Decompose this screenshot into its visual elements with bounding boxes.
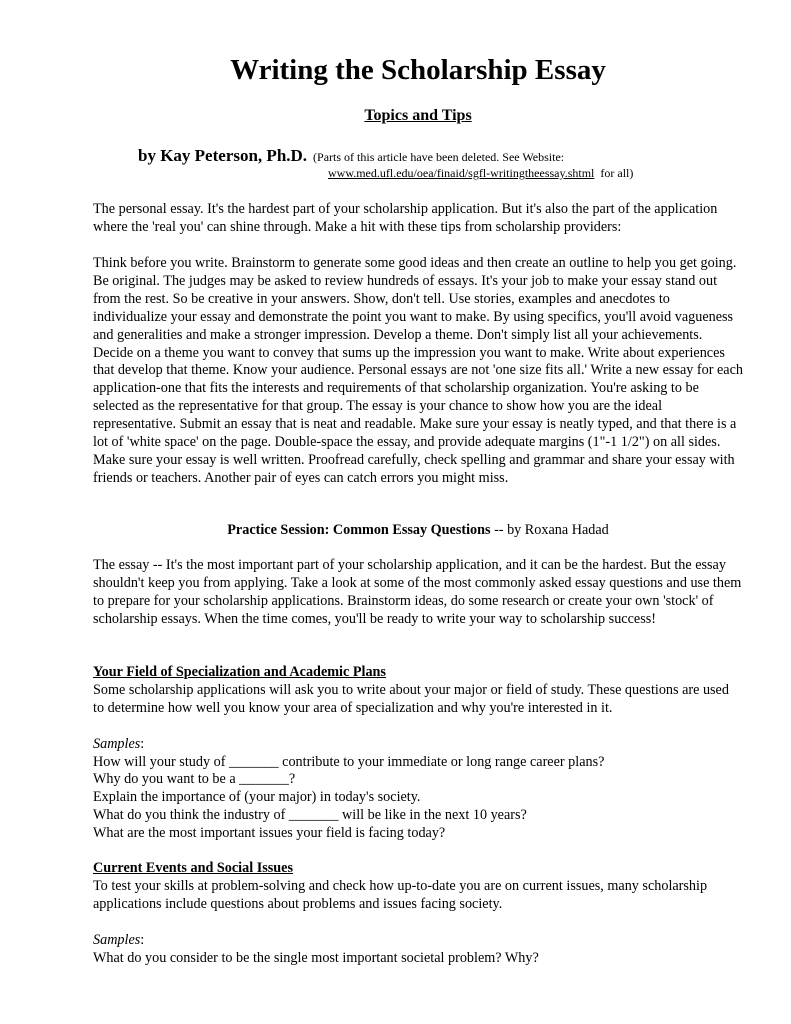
sample-question: What do you think the industry of _______ will be like in the next 10 years? bbox=[93, 807, 527, 824]
section-body: To test your skills at problem-solving and check how up-to-date you are on current issues, many scholarship applications include questions about problems and issues facing society. bbox=[93, 877, 708, 912]
byline-note: (Parts of this article have been deleted. See Website: bbox=[313, 150, 565, 164]
website-link[interactable]: www.med.ufl.edu/oea/finaid/sgfl-writingtheessay.shtml bbox=[328, 166, 595, 180]
sample-question: Explain the importance of (your major) in today's society. bbox=[93, 789, 421, 806]
website-line bbox=[328, 164, 633, 182]
section-field-of-specialization: Your Field of Specialization and Academic Plans Some scholarship applications will ask you to write about your major or field of study. These questions are used to determine how well you know your area of specialization and why you're interested in it. Samples: How will your study of _______ contribute to your immediate or long range career plans? Why do you want to be a _______? Explain the importance of (your major) in today's society. What do you think the industry of _______ will be like in the next 10 years? What are the most important issues your field is facing today? bbox=[93, 664, 743, 843]
samples-label: Samples bbox=[93, 931, 141, 948]
sample-question: Why do you want to be a _______? bbox=[93, 771, 296, 788]
practice-heading-title: Practice Session: Common Essay Questions bbox=[227, 522, 491, 538]
sample-question: How will your study of _______ contribute to your immediate or long range career plans? bbox=[93, 753, 605, 770]
sample-question: What do you consider to be the single most important societal problem? Why? bbox=[93, 949, 539, 966]
sample-question: What are the most important issues your field is facing today? bbox=[93, 825, 446, 842]
practice-intro-paragraph: The essay -- It's the most important part of your scholarship application, and it can be the hardest. But the essay shouldn't keep you from applying. Take a look at some of the most commonly asked essay questions and use them to prepare for your scholarship applications. Brainstorm ideas, do some research or create your own 'stock' of scholarship essays. When the time comes, you'll be ready to write your way to scholarship success! bbox=[93, 557, 742, 627]
section-heading: Your Field of Specialization and Academic Plans bbox=[93, 664, 386, 680]
practice-heading-author: -- by Roxana Hadad bbox=[490, 522, 609, 538]
samples-label: Samples bbox=[93, 735, 141, 752]
section-heading: Current Events and Social Issues bbox=[93, 860, 293, 876]
section-body: Some scholarship applications will ask you to write about your major or field of study. These questions are used to determine how well you know your area of specialization and why you're interested in it. bbox=[93, 681, 729, 716]
page-subtitle: Topics and Tips bbox=[364, 107, 472, 124]
intro-paragraph: The personal essay. It's the hardest part of your scholarship application. But it's also the part of the application where the 'real you' can shine through. Make a hit with these tips from scholarship providers: bbox=[93, 201, 718, 235]
section-current-events: Current Events and Social Issues To test your skills at problem-solving and check how up-to-date you are on current issues, many scholarship applications include questions about problems and issues facing society. Samples: What do you consider to be the single most important societal problem? Why? bbox=[93, 860, 743, 967]
page-title: Writing the Scholarship Essay bbox=[230, 54, 606, 86]
author-name: by Kay Peterson, Ph.D. bbox=[138, 146, 308, 165]
tips-paragraph: Think before you write. Brainstorm to generate some good ideas and then create an outline to help you get going. Be original. The judges may be asked to review hundreds of essays. It's your job to make your essay stand out from the rest. So be creative in your answers. Show, don't tell. Use stories, examples and anecdotes to individualize your essay and demonstrate the point you want to make. By using specifics, you'll avoid vagueness and generalities and make a stronger impression. Develop a theme. Don't simply list all your achievements. Decide on a theme you want to convey that sums up the impression you want to make. Write about experiences that develop that theme. Know your audience. Personal essays are not 'one size fits all.' Write a new essay for each application-one that fits the interests and requirements of that scholarship organization. You're asking to be selected as the representative for that group. The essay is your chance to show how you are the ideal representative. Submit an essay that is neat and readable. Make sure your essay is neatly typed, and that there is a lot of 'white space' on the page. Double-space the essay, and provide adequate margins (1"-1 1/2") on all sides. Make sure your essay is well written. Proofread carefully, check spelling and grammar and share your essay with friends or teachers. Another pair of eyes can catch errors you might miss. bbox=[93, 255, 743, 486]
website-suffix: for all) bbox=[600, 166, 634, 180]
practice-heading bbox=[93, 521, 743, 539]
